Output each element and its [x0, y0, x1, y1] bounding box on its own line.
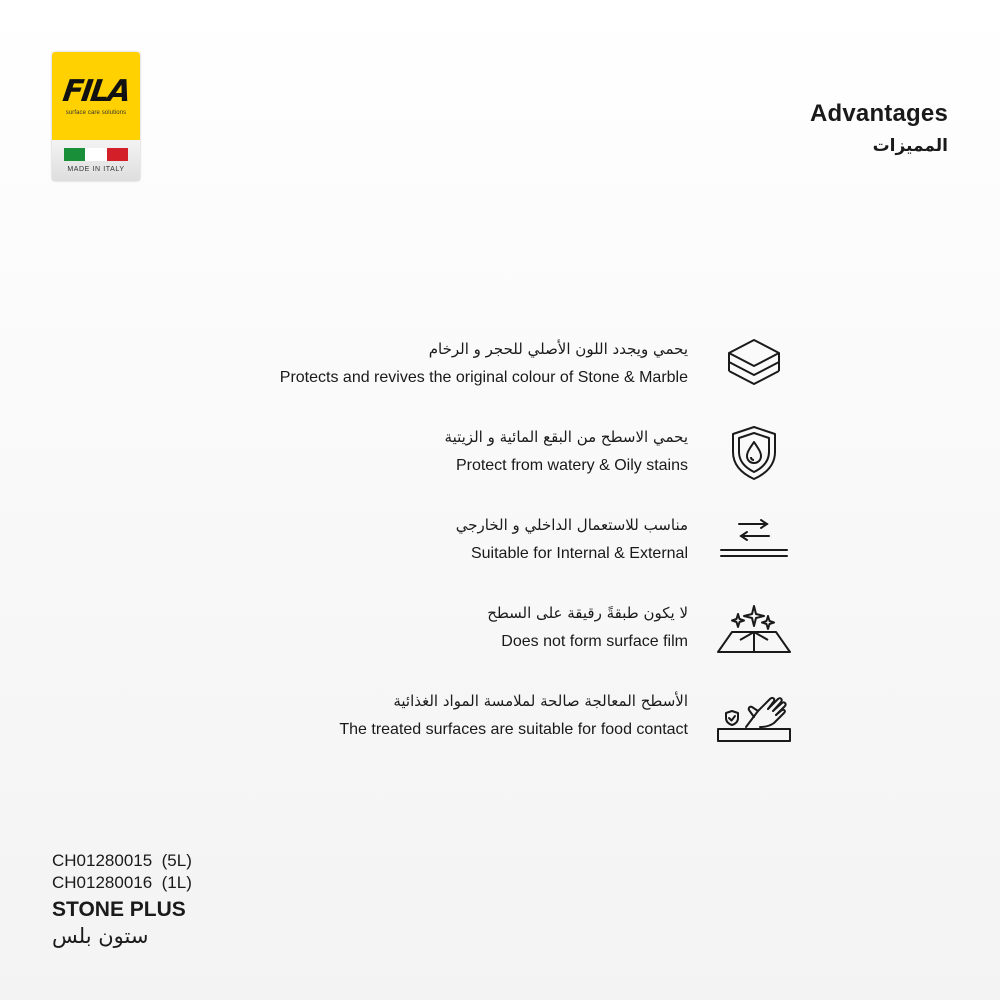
logo-wordmark: FILA [60, 73, 132, 109]
section-heading [810, 100, 948, 156]
made-in-italy-badge [52, 140, 140, 181]
advantage-ar: يحمي الاسطح من البقع المائية و الزيتية [444, 428, 688, 446]
sparkle-surface-icon [714, 598, 794, 660]
advantage-text [208, 690, 688, 741]
brand-logo [52, 52, 140, 181]
product-code: CH01280016 (1L) [52, 873, 192, 892]
product-name-ar: ستون بلس [52, 924, 149, 948]
advantage-text [208, 426, 688, 477]
advantage-en: Does not form surface film [501, 633, 688, 650]
advantage-ar: مناسب للاستعمال الداخلي و الخارجي [455, 516, 688, 534]
advantage-text [208, 602, 688, 653]
product-name-en: STONE PLUS [52, 898, 186, 921]
advantage-item [200, 596, 800, 684]
layers-icon [714, 334, 794, 396]
product-info [52, 850, 192, 948]
advantage-item [200, 684, 800, 772]
advantages-list [200, 332, 800, 772]
shield-drop-icon [714, 422, 794, 484]
arrows-exchange-icon [714, 510, 794, 572]
advantage-item [200, 508, 800, 596]
advantage-ar: الأسطح المعالجة صالحة لملامسة المواد الغذائية [393, 692, 688, 710]
advantage-en: Protect from watery & Oily stains [455, 457, 688, 474]
advantage-en: Suitable for Internal & External [470, 545, 688, 562]
heading-title-ar: المميزات [872, 136, 948, 156]
product-code: CH01280015 (5L) [52, 851, 192, 870]
heading-title-en: Advantages [809, 100, 948, 127]
advantage-ar: لا يكون طبقةً رقيقة على السطح [487, 604, 688, 622]
advantage-text [208, 338, 688, 389]
advantage-item [200, 332, 800, 420]
advantage-en: The treated surfaces are suitable for food contact [339, 721, 688, 738]
logo-yellow-panel [52, 52, 140, 140]
italian-flag-icon [64, 148, 128, 161]
advantage-item [200, 420, 800, 508]
advantage-en: Protects and revives the original colour of Stone & Marble [279, 369, 688, 386]
hand-surface-icon [714, 686, 794, 748]
made-in-label: MADE IN ITALY [67, 166, 125, 173]
logo-tagline: surface care solutions [65, 109, 127, 116]
advantage-ar: يحمي ويجدد اللون الأصلي للحجر و الرخام [428, 340, 688, 358]
advantage-text [208, 514, 688, 565]
